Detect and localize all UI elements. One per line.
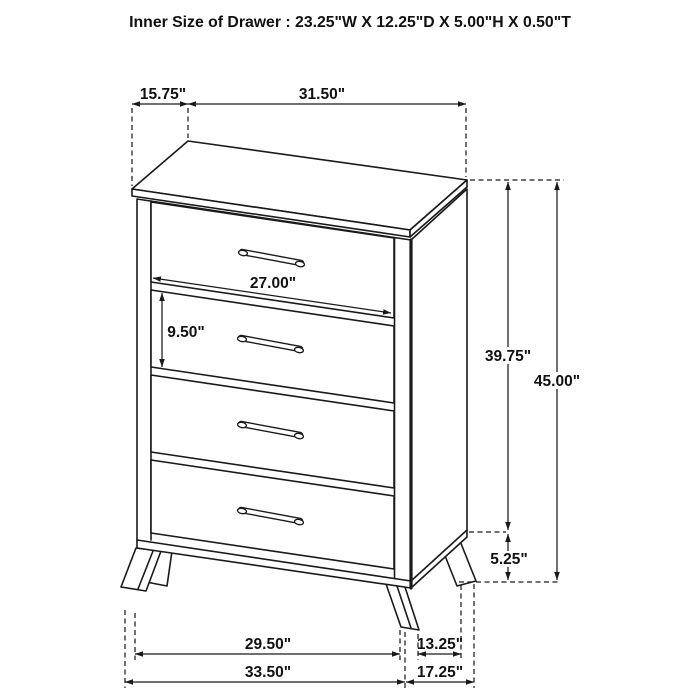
dim-drawer-width-label: 27.00" [249,275,297,292]
dim-side-leg-span-label: 13.25" [416,636,464,653]
diagram-title: Inner Size of Drawer : 23.25"W X 12.25"D X 5.00"H X 0.50"T [129,14,571,31]
dim-case-height-label: 39.75" [484,348,532,365]
dim-leg-height-label: 5.25" [490,551,528,568]
dim-front-leg-span-label: 29.50" [244,636,292,653]
cabinet-right-panel [411,189,467,588]
chest-drawing [121,141,476,630]
dim-base-width-label: 33.50" [244,664,292,681]
dim-drawer-height-label: 9.50" [167,324,205,341]
dim-top-width-label: 31.50" [298,86,346,103]
dim-top-depth-label: 15.75" [139,86,187,103]
dim-overall-height-label: 45.00" [533,373,581,390]
dim-base-depth-label: 17.25" [416,664,464,681]
front-right-leg [385,581,419,630]
